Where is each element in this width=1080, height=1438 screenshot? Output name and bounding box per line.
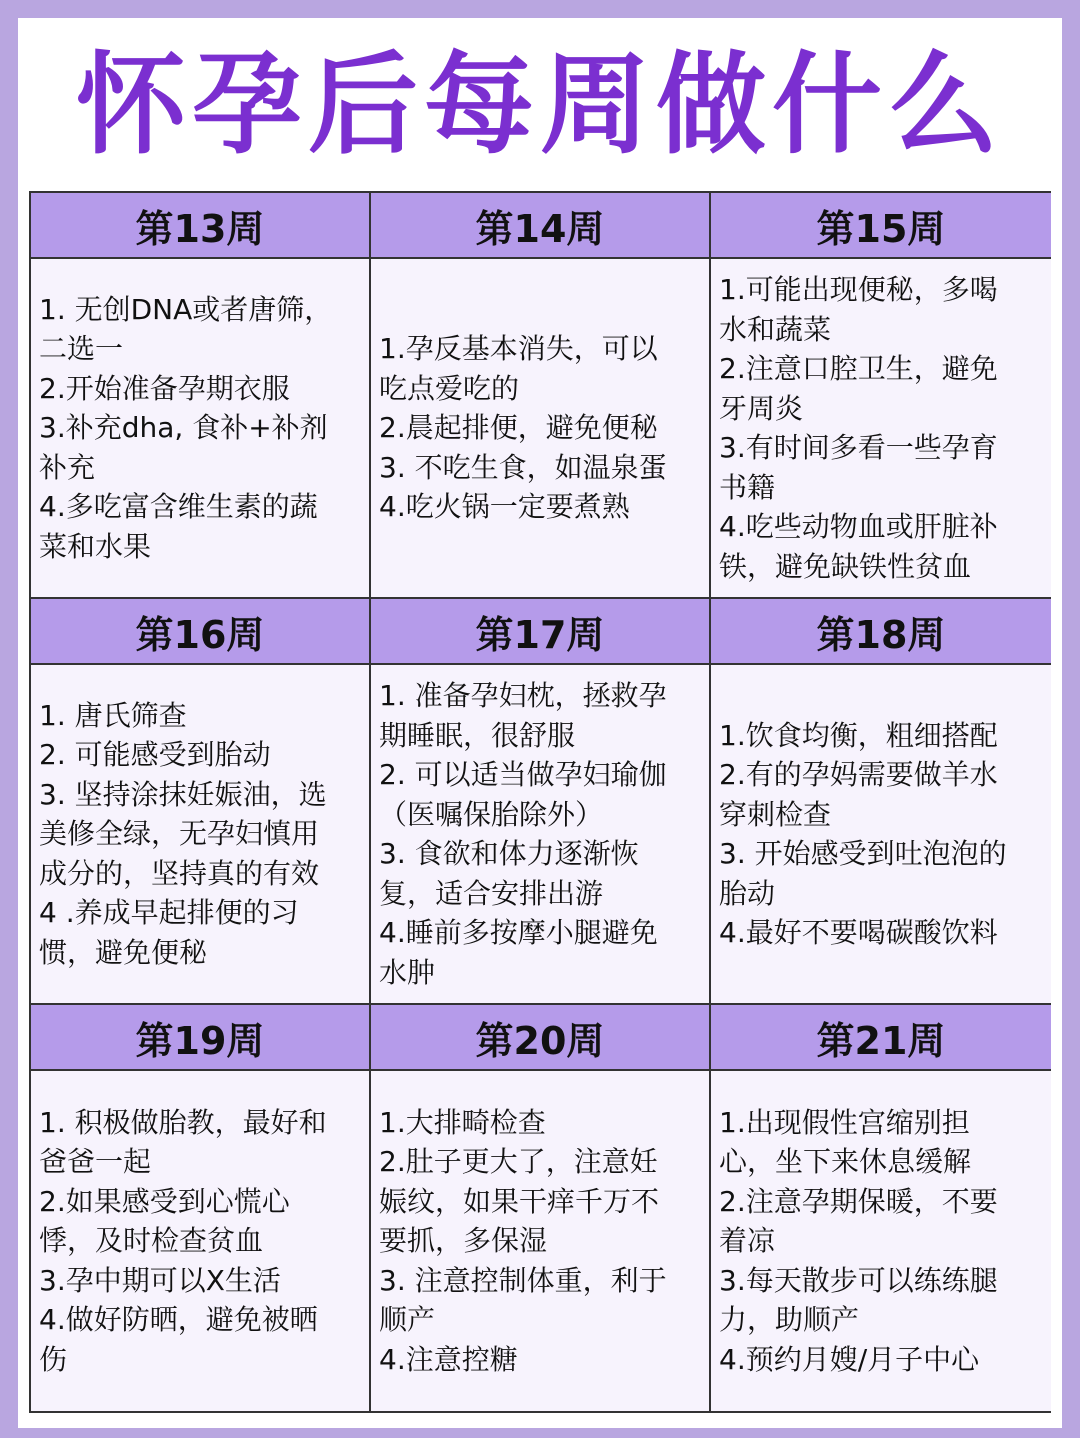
tip-line: 4.吃些动物血或肝脏补 [719,510,998,543]
tip-line: 书籍 [719,470,776,504]
tip-line: 3. 不吃生食，如温泉蛋 [379,450,667,484]
tip-line: 3. 开始感受到吐泡泡的 [719,837,1007,870]
page-title: 怀孕后每周做什么 [76,41,1004,169]
tip-line: 2.注意孕期保暖，不要 [719,1184,998,1218]
tip-line: 1.出现假性宫缩别担 [719,1105,970,1139]
week-content [31,665,371,1005]
tips-list [719,1103,1043,1380]
tip-line: 心，坐下来休息缓解 [719,1145,972,1179]
tip-line: 2. 可以适当做孕妇瑜伽 [379,758,667,791]
week-header: 第21周 [711,1005,1051,1071]
week-content [31,1071,371,1411]
tip-line: 3. 坚持涂抹妊娠油，选 [39,777,327,811]
week-header: 第20周 [371,1005,711,1071]
tip-line: 成分的，坚持真的有效 [39,856,320,890]
tip-line: 4.吃火锅一定要煮熟 [379,490,630,524]
tip-line: 1. 准备孕妇枕，拯救孕 [379,679,667,712]
tip-line: 4.做好防晒，避免被晒 [39,1303,318,1337]
tip-line: 补充 [39,450,96,484]
tip-line: 2. 可能感受到胎动 [39,738,271,772]
tip-line: 3. 注意控制体重，利于 [379,1263,667,1297]
tip-line: 2.有的孕妈需要做羊水 [719,758,998,791]
tip-line: （医嘱保胎除外） [379,797,604,831]
tip-line: 2.肚子更大了，注意妊 [379,1145,658,1179]
tip-line: 着凉 [719,1224,776,1258]
tip-line: 力，助顺产 [719,1303,860,1337]
tip-line: 1. 唐氏筛查 [39,698,187,732]
tip-line: 伤 [39,1342,68,1376]
week-content [371,259,711,599]
tip-line: 4.多吃富含维生素的蔬 [39,490,318,524]
tip-line: 顺产 [379,1303,436,1337]
tip-line: 水和蔬菜 [719,312,832,346]
tip-line: 菜和水果 [39,529,152,563]
tip-line: 4.睡前多按摩小腿避免 [379,916,658,949]
week-content [371,1071,711,1411]
tip-line: 4.注意控糖 [379,1342,518,1376]
week-header: 第13周 [31,193,371,259]
tip-line: 水肿 [379,955,436,989]
tip-line: 1.孕反基本消失，可以 [379,332,658,366]
tip-line: 1.可能出现便秘，多喝 [719,273,998,306]
tip-line: 1. 积极做胎教，最好和 [39,1105,327,1139]
tip-line: 2.注意口腔卫生，避免 [719,352,998,385]
tip-line: 复，适合安排出游 [379,876,604,910]
tips-list [719,716,1043,953]
week-header: 第14周 [371,193,711,259]
weekly-table [29,191,1051,1413]
tip-line: 铁，避免缺铁性贫血 [719,549,972,583]
tips-list [379,329,701,527]
tip-line: 3.孕中期可以X生活 [39,1263,281,1297]
tips-list [39,1103,361,1380]
tip-line: 期睡眠，很舒服 [379,718,576,752]
tip-line: 2.开始准备孕期衣服 [39,371,290,405]
tip-line: 要抓，多保湿 [379,1224,548,1258]
tips-list [379,676,701,992]
tip-line: 美修全绿，无孕妇慎用 [39,817,320,851]
tip-line: 1.大排畸检查 [379,1105,546,1139]
week-content [371,665,711,1005]
tip-line: 4 .养成早起排便的习 [39,896,299,930]
week-header: 第17周 [371,599,711,665]
tips-list [39,290,361,567]
tips-list [379,1103,701,1380]
tip-line: 爸爸一起 [39,1145,152,1179]
tip-line: 穿刺检查 [719,797,832,831]
week-header: 第15周 [711,193,1051,259]
tip-line: 3. 食欲和体力逐渐恢 [379,837,639,870]
tip-line: 3.有时间多看一些孕育 [719,431,998,464]
week-header: 第19周 [31,1005,371,1071]
tip-line: 1. 无创DNA或者唐筛， [39,292,333,326]
tips-list [719,270,1043,586]
tip-line: 1.饮食均衡，粗细搭配 [719,718,998,752]
tip-line: 牙周炎 [719,391,804,425]
tip-line: 吃点爱吃的 [379,371,520,405]
tip-line: 胎动 [719,876,776,910]
tip-line: 2.如果感受到心慌心 [39,1184,290,1218]
tip-line: 3.补充dha, 食补+补剂 [39,411,328,445]
week-header: 第18周 [711,599,1051,665]
tip-line: 娠纹，如果干痒千万不 [379,1184,660,1218]
tip-line: 惯，避免便秘 [39,935,208,969]
tip-line: 3.每天散步可以练练腿 [719,1263,998,1297]
week-content [711,259,1051,599]
tip-line: 2.晨起排便，避免便秘 [379,411,658,445]
week-header: 第16周 [31,599,371,665]
tip-line: 4.最好不要喝碳酸饮料 [719,916,998,949]
tips-list [39,696,361,973]
week-content [711,1071,1051,1411]
tip-line: 悸，及时检查贫血 [39,1224,264,1258]
week-content [711,665,1051,1005]
week-content [31,259,371,599]
tip-line: 二选一 [39,332,124,366]
tip-line: 4.预约月嫂/月子中心 [719,1342,980,1376]
